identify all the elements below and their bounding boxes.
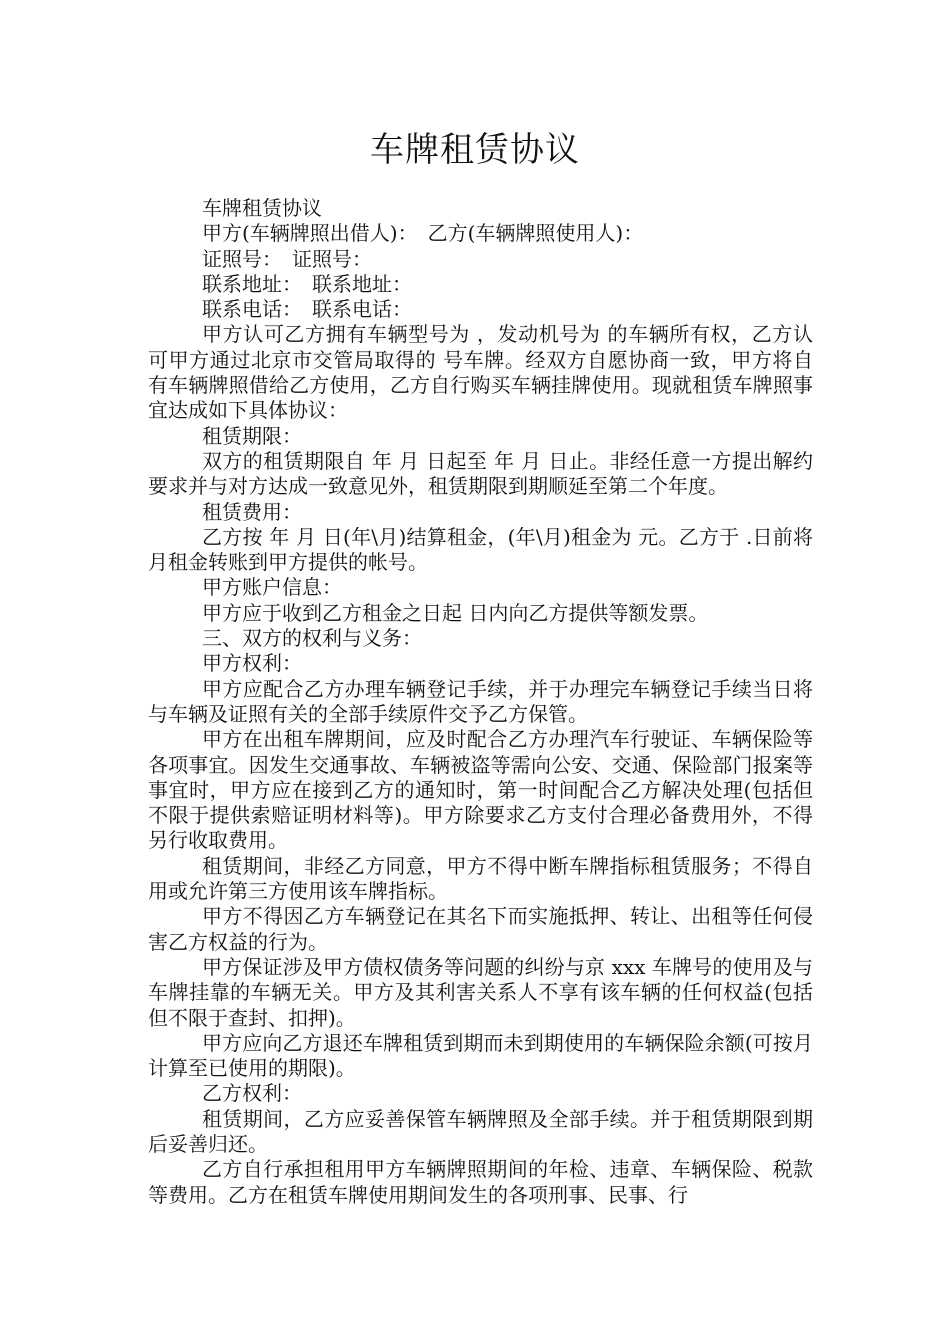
paragraph: 甲方(车辆牌照出借人)： 乙方(车辆牌照使用人)：	[202, 221, 644, 246]
paragraph: 乙方权利：	[202, 1081, 302, 1106]
paragraph: 三、双方的权利与义务：	[202, 626, 422, 651]
paragraph: 租赁期限：	[202, 423, 302, 448]
paragraph: 证照号： 证照号：	[202, 246, 372, 271]
paragraph: 甲方应配合乙方办理车辆登记手续，并于办理完车辆登记手续当日将与车辆及证照有关的全部手续原件交予乙方保管。	[148, 676, 813, 726]
paragraph: 乙方按 年 月 日(年\月)结算租金，(年\月)租金为 元。乙方于 .日前将月租金转账到甲方提供的帐号。	[148, 524, 813, 575]
paragraph: 联系电话： 联系电话：	[202, 297, 412, 322]
paragraph: 租赁期间，非经乙方同意，甲方不得中断车牌指标租赁服务；不得自用或允许第三方使用该车牌指标。	[148, 853, 813, 904]
document-title: 车牌租赁协议	[370, 130, 580, 170]
paragraph: 甲方应向乙方退还车牌租赁到期而未到期使用的车辆保险余额(可按月计算至已使用的期限)。	[148, 1030, 813, 1081]
paragraph: 甲方在出租车牌期间，应及时配合乙方办理汽车行驶证、车辆保险等各项事宜。因发生交通事故、车辆被盗等需向公安、交通、保险部门报案等事宜时，甲方应在接到乙方的通知时，第一时间配合乙方解决处理(包括但不限于提供索赔证明材料等)。甲方除要求乙方支付合理必备费用外，不得另行收取费用。	[148, 727, 813, 853]
paragraph: 车牌租赁协议	[202, 196, 322, 220]
paragraph: 甲方应于收到乙方租金之日起 日内向乙方提供等额发票。	[202, 600, 709, 625]
paragraph: 乙方自行承担租用甲方车辆牌照期间的年检、违章、车辆保险、税款等费用。乙方在租赁车牌使用期间发生的各项刑事、民事、行	[148, 1157, 813, 1207]
paragraph: 甲方账户信息：	[202, 575, 342, 600]
document-body	[148, 196, 813, 1208]
paragraph: 甲方权利：	[202, 651, 302, 676]
paragraph: 甲方保证涉及甲方债权债务等问题的纠纷与京 xxx 车牌号的使用及与车牌挂靠的车辆无关。甲方及其利害关系人不享有该车辆的任何权益(包括但不限于查封、扣押)。	[148, 954, 813, 1030]
paragraph: 租赁费用：	[202, 499, 302, 524]
paragraph: 租赁期间，乙方应妥善保管车辆牌照及全部手续。并于租赁期限到期后妥善归还。	[148, 1106, 813, 1156]
paragraph: 甲方不得因乙方车辆登记在其名下而实施抵押、转让、出租等任何侵害乙方权益的行为。	[148, 904, 813, 954]
paragraph: 甲方认可乙方拥有车辆型号为 ，发动机号为 的车辆所有权，乙方认可甲方通过北京市交管局取得的 号车牌。经双方自愿协商一致，甲方将自有车辆牌照借给乙方使用，乙方自行购买车辆挂牌使用。现就租赁车牌照事宜达成如下具体协议：	[148, 322, 813, 423]
paragraph: 双方的租赁期限自 年 月 日起至 年 月 日止。非经任意一方提出解约要求并与对方达成一致意见外，租赁期限到期顺延至第二个年度。	[148, 448, 813, 499]
paragraph: 联系地址： 联系地址：	[202, 271, 412, 296]
